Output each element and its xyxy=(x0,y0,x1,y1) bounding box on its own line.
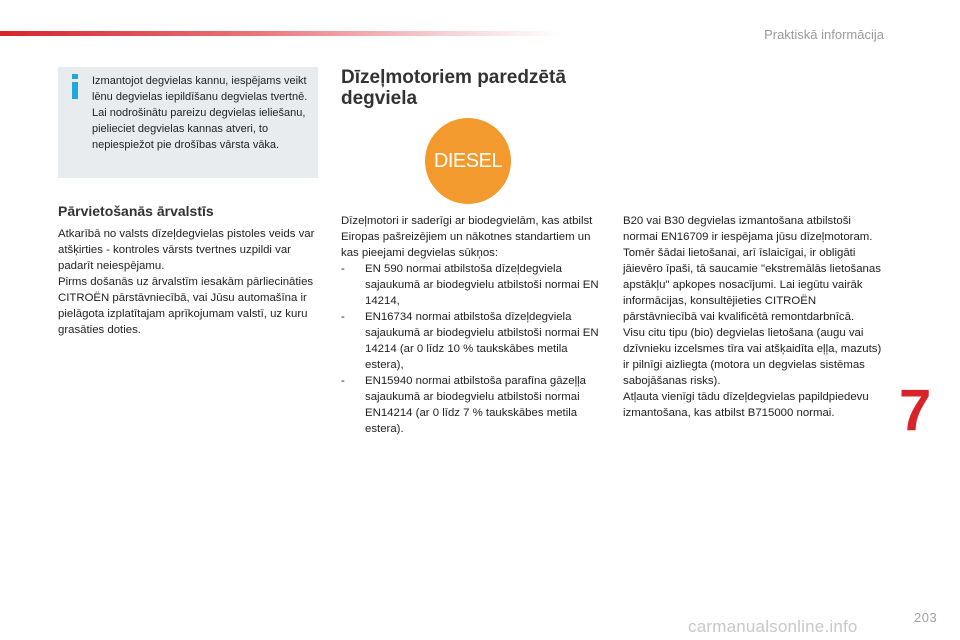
list-item: - EN16734 normai atbilstoša dīzeļdegviela sajaukumā ar biodegvielu atbilstoši normai EN 14214 (ar 0 līdz 10 % taukskābes metila estera), xyxy=(341,309,603,373)
chapter-number: 7 xyxy=(899,378,932,443)
diesel-badge-label: DIESEL xyxy=(433,149,503,172)
info-icon xyxy=(67,73,83,101)
diesel-title-line-1: Dīzeļmotoriem paredzētā xyxy=(341,67,566,88)
b20-b30-paragraph: B20 vai B30 degvielas izmantošana atbilstoši normai EN16709 ir iespējama jūsu dīzeļmotoram. Tomēr šādai lietošanai, arī īslaicīgai, ir obligāti jāievēro īpaši, tā saucamie "ekstremālās lietošanas apstākļu" apkopes nosacījumi. Lai iegūtu vairāk informācijas, konsultējieties CITROËN pārstāvniecībā vai kvalificētā remontdarbnīcā. xyxy=(623,215,881,323)
list-item: - EN15940 normai atbilstoša parafīna gāzeļļa sajaukumā ar biodegvielu atbilstoši normai EN14214 (ar 0 līdz 7 % taukskābes metila estera). xyxy=(341,373,603,437)
page-number: 203 xyxy=(914,610,938,625)
abroad-paragraph-2: Pirms došanās uz ārvalstīm iesakām pārliecināties CITROËN pārstāvniecībā, vai Jūsu automašīna ir pielāgota izplatītajam aprīkojumam valstī, uz kuru grasāties doties. xyxy=(58,276,314,336)
info-note-text xyxy=(92,73,314,153)
top-accent-bar xyxy=(0,31,560,36)
diesel-fuel-badge xyxy=(425,118,511,204)
abroad-section-body xyxy=(58,226,320,338)
diesel-compatibility-column xyxy=(341,213,603,437)
diesel-title-line-2: degviela xyxy=(341,88,418,109)
info-note-paragraph-1: Izmantojot degvielas kannu, iespējams veikt lēnu degvielas iepildīšanu degvielas tvertnē. xyxy=(92,75,308,103)
additives-paragraph: Atļauta vienīgi tādu dīzeļdegvielas papildpiedevu izmantošana, kas atbilst B715000 normai. xyxy=(623,391,869,419)
list-item: - EN 590 normai atbilstoša dīzeļdegviela sajaukumā ar biodegvielu atbilstoši normai EN 14214, xyxy=(341,261,603,309)
abroad-section-title: Pārvietošanās ārvalstīs xyxy=(58,203,214,219)
info-note-paragraph-2: Lai nodrošinātu pareizu degvielas ieliešanu, pielieciet degvielas kannas atveri, to nepiespiežot pie drošības vārsta vāka. xyxy=(92,107,306,151)
watermark: carmanualsonline.info xyxy=(688,617,858,636)
section-header: Praktiskā informācija xyxy=(764,27,884,42)
info-note-box xyxy=(58,67,318,178)
diesel-standards-list xyxy=(341,261,603,437)
prohibited-fuels-paragraph: Visu citu tipu (bio) degvielas lietošana (augu vai dzīvnieku izcelsmes tīra vai atšķaidīta eļļa, mazuts) ir pilnīgi aizliegta (motora un degvielas sistēmas sabojāšanas risks). xyxy=(623,327,882,387)
diesel-section-title xyxy=(341,67,601,109)
abroad-paragraph-1: Atkarībā no valsts dīzeļdegvielas pistoles veids var atšķirties - kontroles vārsts tvertnes uzpildi var padarīt neiespējamu. xyxy=(58,228,315,272)
diesel-usage-column xyxy=(623,213,885,421)
diesel-intro-paragraph: Dīzeļmotori ir saderīgi ar biodegvielām, kas atbilst Eiropas pašreizējiem un nākotnes standartiem un kas pieejami degvielas sūkņos: xyxy=(341,215,593,259)
